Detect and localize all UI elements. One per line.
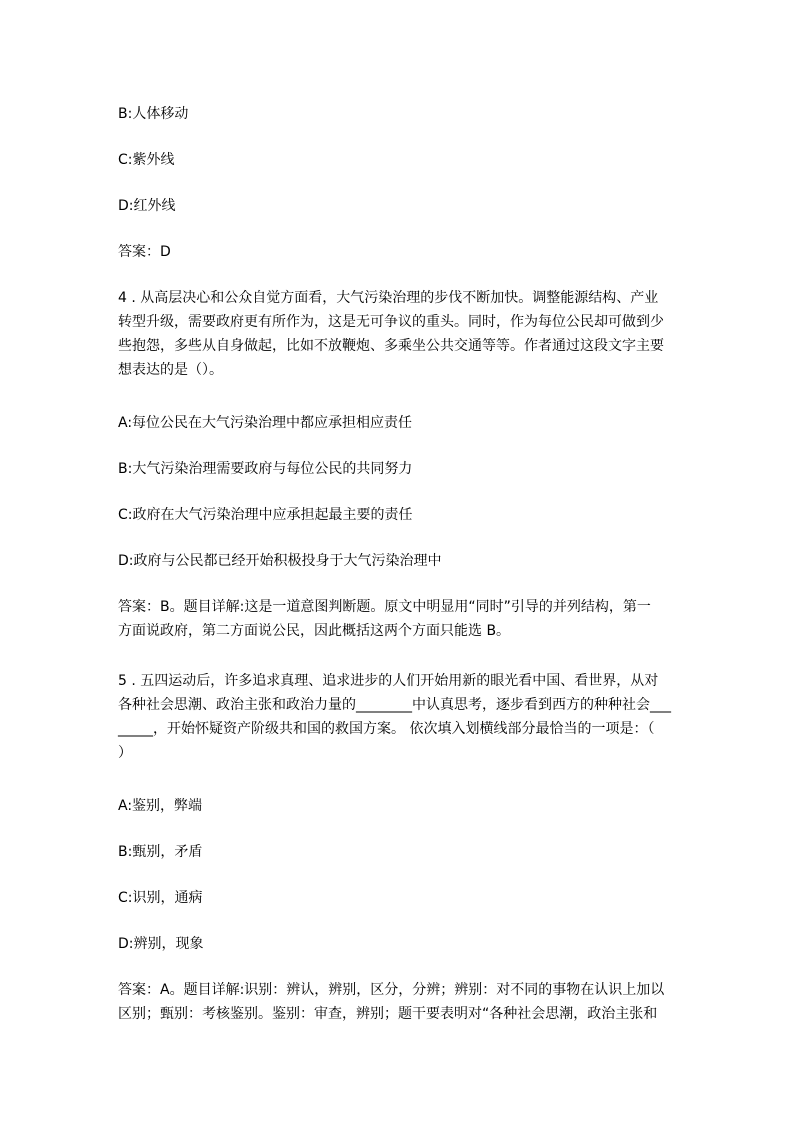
q5-answer-line: 区别；甄别：考核鉴别。鉴别：审查，辨别；题干要表明对“各种社会思潮，政治主张和 (118, 1006, 658, 1022)
q3-answer: 答案：D (118, 244, 171, 260)
q4-stem-line: 4 . 从高层决心和公众自觉方面看，大气污染治理的步伐不断加快。调整能源结构、产业 (118, 290, 659, 306)
q4-stem-line: 转型升级，需要政府更有所作为，这是无可争议的重头。同时，作为每位公民却可做到少 (118, 314, 664, 330)
q5-stem-line: 各种社会思潮、政治主张和政治力量的________中认真思考，逐步看到西方的种种社会___ (118, 697, 671, 713)
q4-answer-line: 方面说政府，第二方面说公民，因此概括这两个方面只能选 B。 (118, 623, 511, 639)
q4-option-d: D:政府与公民都已经开始积极投身于大气污染治理中 (118, 553, 442, 569)
q4-option-c: C:政府在大气污染治理中应承担起最主要的责任 (118, 507, 413, 523)
q5-stem-line: ） (118, 745, 132, 761)
q5-stem (118, 669, 678, 765)
q5-stem-line: 5 . 五四运动后，许多追求真理、追求进步的人们开始用新的眼光看中国、看世界，从对 (118, 673, 659, 689)
q4-answer (118, 595, 678, 643)
q5-option-b: B:甄别，矛盾 (118, 844, 203, 860)
q4-option-b: B:大气污染治理需要政府与每位公民的共同努力 (118, 461, 413, 477)
q4-answer-line: 答案：B。题目详解:这是一道意图判断题。原文中明显用“同时”引导的并列结构，第一 (118, 599, 651, 615)
q5-option-a: A:鉴别，弊端 (118, 798, 203, 814)
q4-option-a: A:每位公民在大气污染治理中都应承担相应责任 (118, 415, 413, 431)
q5-stem-line: _____，开始怀疑资产阶级共和国的救国方案。 依次填入划横线部分最恰当的一项是：（ (118, 721, 655, 737)
q3-option-b: B:人体移动 (118, 106, 189, 122)
q3-option-c: C:紫外线 (118, 152, 175, 168)
q4-stem (118, 286, 678, 382)
q3-option-d: D:红外线 (118, 198, 176, 214)
q5-option-c: C:识别，通病 (118, 890, 203, 906)
q5-answer-line: 答案：A。题目详解:识别：辨认，辨别，区分，分辨；辨别：对不同的事物在认识上加以 (118, 982, 665, 998)
q4-stem-line: 些抱怨，多些从自身做起，比如不放鞭炮、多乘坐公共交通等等。作者通过这段文字主要 (118, 338, 664, 354)
q5-answer (118, 978, 678, 1026)
q5-option-d: D:辨别，现象 (118, 936, 204, 952)
q4-stem-line: 想表达的是（）。 (118, 362, 223, 378)
